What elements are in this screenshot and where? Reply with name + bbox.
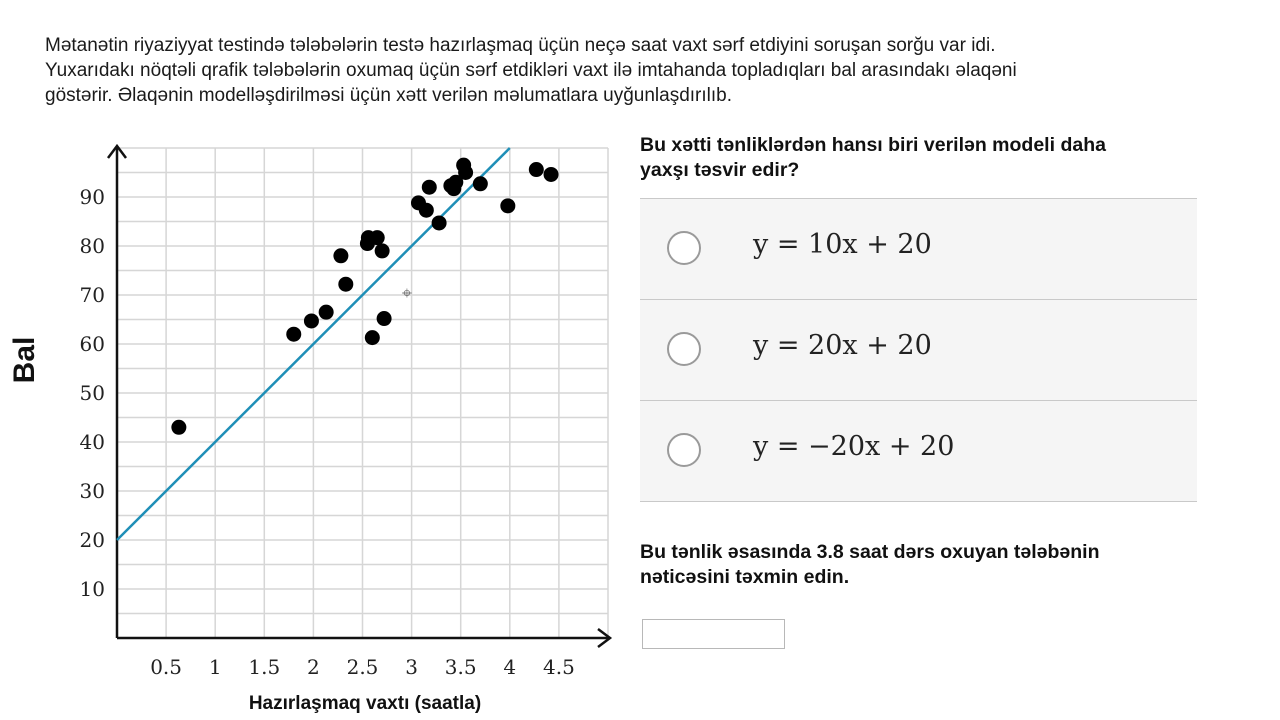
x-tick-label: 1 (208, 655, 222, 679)
y-tick-label: 40 (79, 430, 105, 454)
data-point (370, 230, 385, 245)
data-point (529, 162, 544, 177)
option-formula: y = −20x + 20 (753, 431, 955, 462)
answer-input[interactable] (642, 619, 785, 649)
answer-options (640, 198, 1197, 502)
question-2 (640, 540, 1200, 590)
x-tick-label: 4.5 (542, 655, 575, 679)
radio-button[interactable] (667, 332, 701, 366)
x-tick-label: 4 (503, 655, 517, 679)
y-tick-label: 30 (79, 479, 105, 503)
y-tick-label: 70 (79, 283, 105, 307)
x-tick-label: 2 (307, 655, 320, 679)
y-tick-label: 50 (79, 381, 105, 405)
x-tick-label: 1.5 (248, 655, 281, 679)
problem-line-1: Mətanətin riyaziyyat testində tələbələrin testə hazırlaşmaq üçün neçə saat vaxt sərf etdiyini soruşan sorğu var idi. (45, 35, 996, 56)
option-formula: y = 10x + 20 (753, 229, 932, 260)
y-tick-label: 10 (79, 577, 105, 601)
x-tick-label: 3 (405, 655, 418, 679)
data-point (365, 330, 380, 345)
data-point (286, 327, 301, 342)
data-point (377, 311, 392, 326)
y-tick-label: 80 (79, 234, 105, 258)
grid (117, 148, 608, 638)
data-point (304, 313, 319, 328)
option-formula: y = 20x + 20 (753, 330, 932, 361)
data-point (333, 248, 348, 263)
question-1-line-1: Bu xətti tənliklərdən hansı biri verilən modeli daha (640, 134, 1106, 156)
problem-line-3: göstərir. Əlaqənin modelləşdirilməsi üçün xətt verilən məlumatlara uyğunlaşdırılıb. (45, 85, 733, 106)
x-axis-label: Hazırlaşmaq vaxtı (saatla) (222, 688, 508, 720)
option-2[interactable] (640, 299, 1197, 400)
data-point (458, 165, 473, 180)
x-tick-label: 2.5 (346, 655, 379, 679)
radio-button[interactable] (667, 231, 701, 265)
data-point (473, 176, 488, 191)
problem-line-2: Yuxarıdakı nöqtəli qrafik tələbələrin oxumaq üçün sərf etdikləri vaxt ilə imtahanda topladıqları bal arasındakı əlaqəni (45, 60, 1017, 81)
data-point (500, 198, 515, 213)
question-1-line-2: yaxşı təsvir edir? (640, 159, 800, 181)
y-tick-label: 20 (79, 528, 105, 552)
x-tick-label: 0.5 (150, 655, 183, 679)
data-point (446, 181, 461, 196)
question-2-line-1: Bu tənlik əsasında 3.8 saat dərs oxuyan tələbənin (640, 541, 1100, 563)
option-3[interactable] (640, 400, 1197, 502)
y-tick-label: 90 (79, 185, 105, 209)
y-axis-label: Bal (8, 336, 41, 384)
x-tick-label: 3.5 (444, 655, 477, 679)
tick-labels (80, 185, 575, 679)
data-point (422, 180, 437, 195)
radio-button[interactable] (667, 433, 701, 467)
data-point (171, 420, 186, 435)
data-point (375, 243, 390, 258)
data-point (338, 277, 353, 292)
question-1 (640, 133, 1200, 183)
data-point (319, 305, 334, 320)
y-tick-label: 60 (79, 332, 105, 356)
data-point (419, 203, 434, 218)
question-2-line-2: nəticəsini təxmin edin. (640, 566, 850, 588)
y-axis-label-box (0, 265, 50, 455)
option-1[interactable] (640, 198, 1197, 299)
data-point (544, 167, 559, 182)
data-point (432, 215, 447, 230)
crosshair-cursor-icon: ⌖ (401, 283, 413, 303)
